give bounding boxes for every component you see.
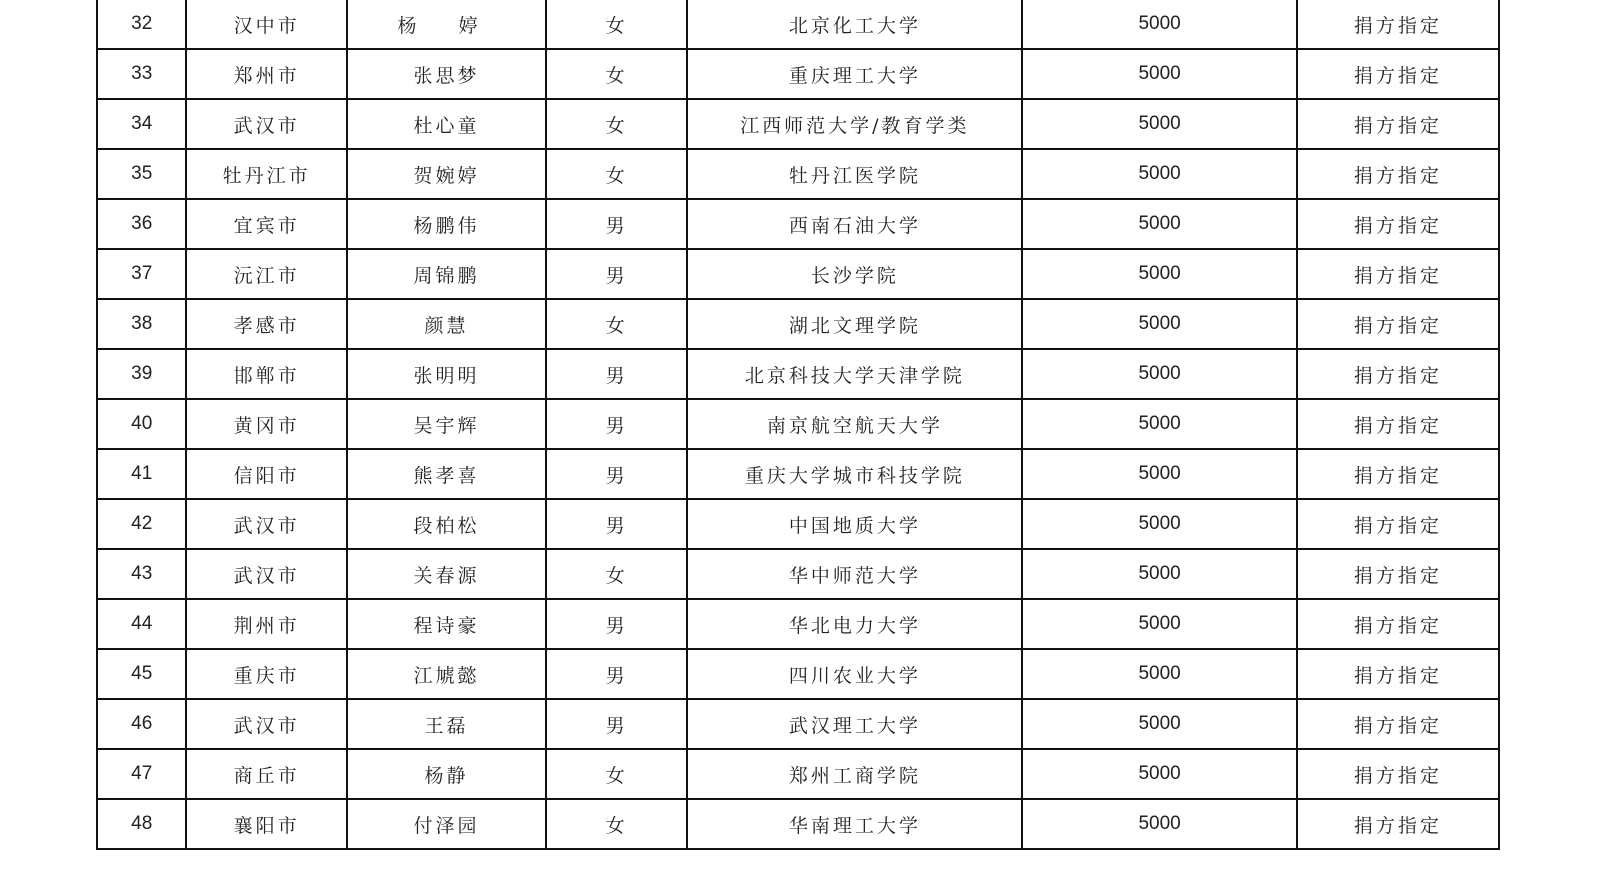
school-cell: 西南石油大学 bbox=[687, 199, 1022, 249]
school-cell: 四川农业大学 bbox=[687, 649, 1022, 699]
school-cell: 牡丹江医学院 bbox=[687, 149, 1022, 199]
amount-cell: 5000 bbox=[1022, 99, 1296, 149]
table-row bbox=[97, 249, 1499, 299]
funding-type-cell: 捐方指定 bbox=[1297, 349, 1499, 399]
table-row bbox=[97, 349, 1499, 399]
row-number: 33 bbox=[97, 49, 186, 99]
name-cell: 程诗豪 bbox=[347, 599, 546, 649]
city-cell: 武汉市 bbox=[186, 99, 347, 149]
name-cell: 贺婉婷 bbox=[347, 149, 546, 199]
row-number: 40 bbox=[97, 399, 186, 449]
row-number: 42 bbox=[97, 499, 186, 549]
gender-cell: 男 bbox=[546, 599, 687, 649]
funding-type-cell: 捐方指定 bbox=[1297, 649, 1499, 699]
amount-cell: 5000 bbox=[1022, 299, 1296, 349]
school-cell: 南京航空航天大学 bbox=[687, 399, 1022, 449]
amount-cell: 5000 bbox=[1022, 549, 1296, 599]
name-cell: 江虓懿 bbox=[347, 649, 546, 699]
school-cell: 重庆大学城市科技学院 bbox=[687, 449, 1022, 499]
amount-cell: 5000 bbox=[1022, 649, 1296, 699]
school-cell: 华南理工大学 bbox=[687, 799, 1022, 849]
row-number: 35 bbox=[97, 149, 186, 199]
amount-cell: 5000 bbox=[1022, 249, 1296, 299]
city-cell: 汉中市 bbox=[186, 0, 347, 49]
amount-cell: 5000 bbox=[1022, 599, 1296, 649]
name-cell: 杨鹏伟 bbox=[347, 199, 546, 249]
city-cell: 孝感市 bbox=[186, 299, 347, 349]
funding-type-cell: 捐方指定 bbox=[1297, 149, 1499, 199]
table-row bbox=[97, 149, 1499, 199]
city-cell: 武汉市 bbox=[186, 499, 347, 549]
school-cell: 中国地质大学 bbox=[687, 499, 1022, 549]
amount-cell: 5000 bbox=[1022, 699, 1296, 749]
funding-type-cell: 捐方指定 bbox=[1297, 599, 1499, 649]
gender-cell: 男 bbox=[546, 399, 687, 449]
name-cell: 张思梦 bbox=[347, 49, 546, 99]
amount-cell: 5000 bbox=[1022, 0, 1296, 49]
city-cell: 荆州市 bbox=[186, 599, 347, 649]
table-row bbox=[97, 0, 1499, 49]
amount-cell: 5000 bbox=[1022, 49, 1296, 99]
row-number: 36 bbox=[97, 199, 186, 249]
gender-cell: 男 bbox=[546, 249, 687, 299]
table-row bbox=[97, 499, 1499, 549]
amount-cell: 5000 bbox=[1022, 199, 1296, 249]
funding-type-cell: 捐方指定 bbox=[1297, 799, 1499, 849]
name-cell: 杨静 bbox=[347, 749, 546, 799]
name-cell: 杨 婷 bbox=[347, 0, 546, 49]
row-number: 34 bbox=[97, 99, 186, 149]
name-cell: 张明明 bbox=[347, 349, 546, 399]
table-row bbox=[97, 599, 1499, 649]
school-cell: 郑州工商学院 bbox=[687, 749, 1022, 799]
name-cell: 关春源 bbox=[347, 549, 546, 599]
table-row bbox=[97, 399, 1499, 449]
name-cell: 熊孝喜 bbox=[347, 449, 546, 499]
funding-type-cell: 捐方指定 bbox=[1297, 549, 1499, 599]
city-cell: 重庆市 bbox=[186, 649, 347, 699]
row-number: 41 bbox=[97, 449, 186, 499]
funding-type-cell: 捐方指定 bbox=[1297, 199, 1499, 249]
funding-type-cell: 捐方指定 bbox=[1297, 0, 1499, 49]
gender-cell: 女 bbox=[546, 99, 687, 149]
gender-cell: 女 bbox=[546, 299, 687, 349]
row-number: 39 bbox=[97, 349, 186, 399]
table-row bbox=[97, 449, 1499, 499]
row-number: 44 bbox=[97, 599, 186, 649]
funding-type-cell: 捐方指定 bbox=[1297, 699, 1499, 749]
row-number: 38 bbox=[97, 299, 186, 349]
table-row bbox=[97, 749, 1499, 799]
gender-cell: 男 bbox=[546, 699, 687, 749]
table-row bbox=[97, 549, 1499, 599]
gender-cell: 男 bbox=[546, 649, 687, 699]
gender-cell: 男 bbox=[546, 349, 687, 399]
school-cell: 江西师范大学/教育学类 bbox=[687, 99, 1022, 149]
row-number: 48 bbox=[97, 799, 186, 849]
table-row bbox=[97, 699, 1499, 749]
amount-cell: 5000 bbox=[1022, 799, 1296, 849]
amount-cell: 5000 bbox=[1022, 749, 1296, 799]
funding-type-cell: 捐方指定 bbox=[1297, 749, 1499, 799]
city-cell: 郑州市 bbox=[186, 49, 347, 99]
row-number: 43 bbox=[97, 549, 186, 599]
city-cell: 襄阳市 bbox=[186, 799, 347, 849]
scholarship-roster-table bbox=[96, 0, 1500, 850]
gender-cell: 女 bbox=[546, 149, 687, 199]
name-cell: 吴宇辉 bbox=[347, 399, 546, 449]
funding-type-cell: 捐方指定 bbox=[1297, 499, 1499, 549]
table-row bbox=[97, 99, 1499, 149]
row-number: 47 bbox=[97, 749, 186, 799]
name-cell: 颜慧 bbox=[347, 299, 546, 349]
school-cell: 重庆理工大学 bbox=[687, 49, 1022, 99]
name-cell: 王磊 bbox=[347, 699, 546, 749]
school-cell: 华中师范大学 bbox=[687, 549, 1022, 599]
city-cell: 牡丹江市 bbox=[186, 149, 347, 199]
amount-cell: 5000 bbox=[1022, 349, 1296, 399]
row-number: 37 bbox=[97, 249, 186, 299]
school-cell: 北京科技大学天津学院 bbox=[687, 349, 1022, 399]
gender-cell: 女 bbox=[546, 549, 687, 599]
row-number: 45 bbox=[97, 649, 186, 699]
table-row bbox=[97, 799, 1499, 849]
name-cell: 段柏松 bbox=[347, 499, 546, 549]
amount-cell: 5000 bbox=[1022, 399, 1296, 449]
funding-type-cell: 捐方指定 bbox=[1297, 49, 1499, 99]
city-cell: 邯郸市 bbox=[186, 349, 347, 399]
gender-cell: 女 bbox=[546, 49, 687, 99]
name-cell: 周锦鹏 bbox=[347, 249, 546, 299]
city-cell: 黄冈市 bbox=[186, 399, 347, 449]
funding-type-cell: 捐方指定 bbox=[1297, 299, 1499, 349]
roster-body bbox=[97, 0, 1499, 849]
row-number: 32 bbox=[97, 0, 186, 49]
city-cell: 武汉市 bbox=[186, 699, 347, 749]
table-row bbox=[97, 49, 1499, 99]
school-cell: 湖北文理学院 bbox=[687, 299, 1022, 349]
amount-cell: 5000 bbox=[1022, 499, 1296, 549]
gender-cell: 男 bbox=[546, 199, 687, 249]
gender-cell: 女 bbox=[546, 799, 687, 849]
school-cell: 北京化工大学 bbox=[687, 0, 1022, 49]
name-cell: 付泽园 bbox=[347, 799, 546, 849]
funding-type-cell: 捐方指定 bbox=[1297, 449, 1499, 499]
funding-type-cell: 捐方指定 bbox=[1297, 399, 1499, 449]
city-cell: 沅江市 bbox=[186, 249, 347, 299]
school-cell: 武汉理工大学 bbox=[687, 699, 1022, 749]
city-cell: 宜宾市 bbox=[186, 199, 347, 249]
funding-type-cell: 捐方指定 bbox=[1297, 99, 1499, 149]
city-cell: 武汉市 bbox=[186, 549, 347, 599]
amount-cell: 5000 bbox=[1022, 449, 1296, 499]
gender-cell: 女 bbox=[546, 0, 687, 49]
table-row bbox=[97, 199, 1499, 249]
gender-cell: 男 bbox=[546, 449, 687, 499]
city-cell: 商丘市 bbox=[186, 749, 347, 799]
row-number: 46 bbox=[97, 699, 186, 749]
school-cell: 长沙学院 bbox=[687, 249, 1022, 299]
gender-cell: 男 bbox=[546, 499, 687, 549]
table-row bbox=[97, 299, 1499, 349]
city-cell: 信阳市 bbox=[186, 449, 347, 499]
amount-cell: 5000 bbox=[1022, 149, 1296, 199]
gender-cell: 女 bbox=[546, 749, 687, 799]
funding-type-cell: 捐方指定 bbox=[1297, 249, 1499, 299]
table-row bbox=[97, 649, 1499, 699]
name-cell: 杜心童 bbox=[347, 99, 546, 149]
school-cell: 华北电力大学 bbox=[687, 599, 1022, 649]
